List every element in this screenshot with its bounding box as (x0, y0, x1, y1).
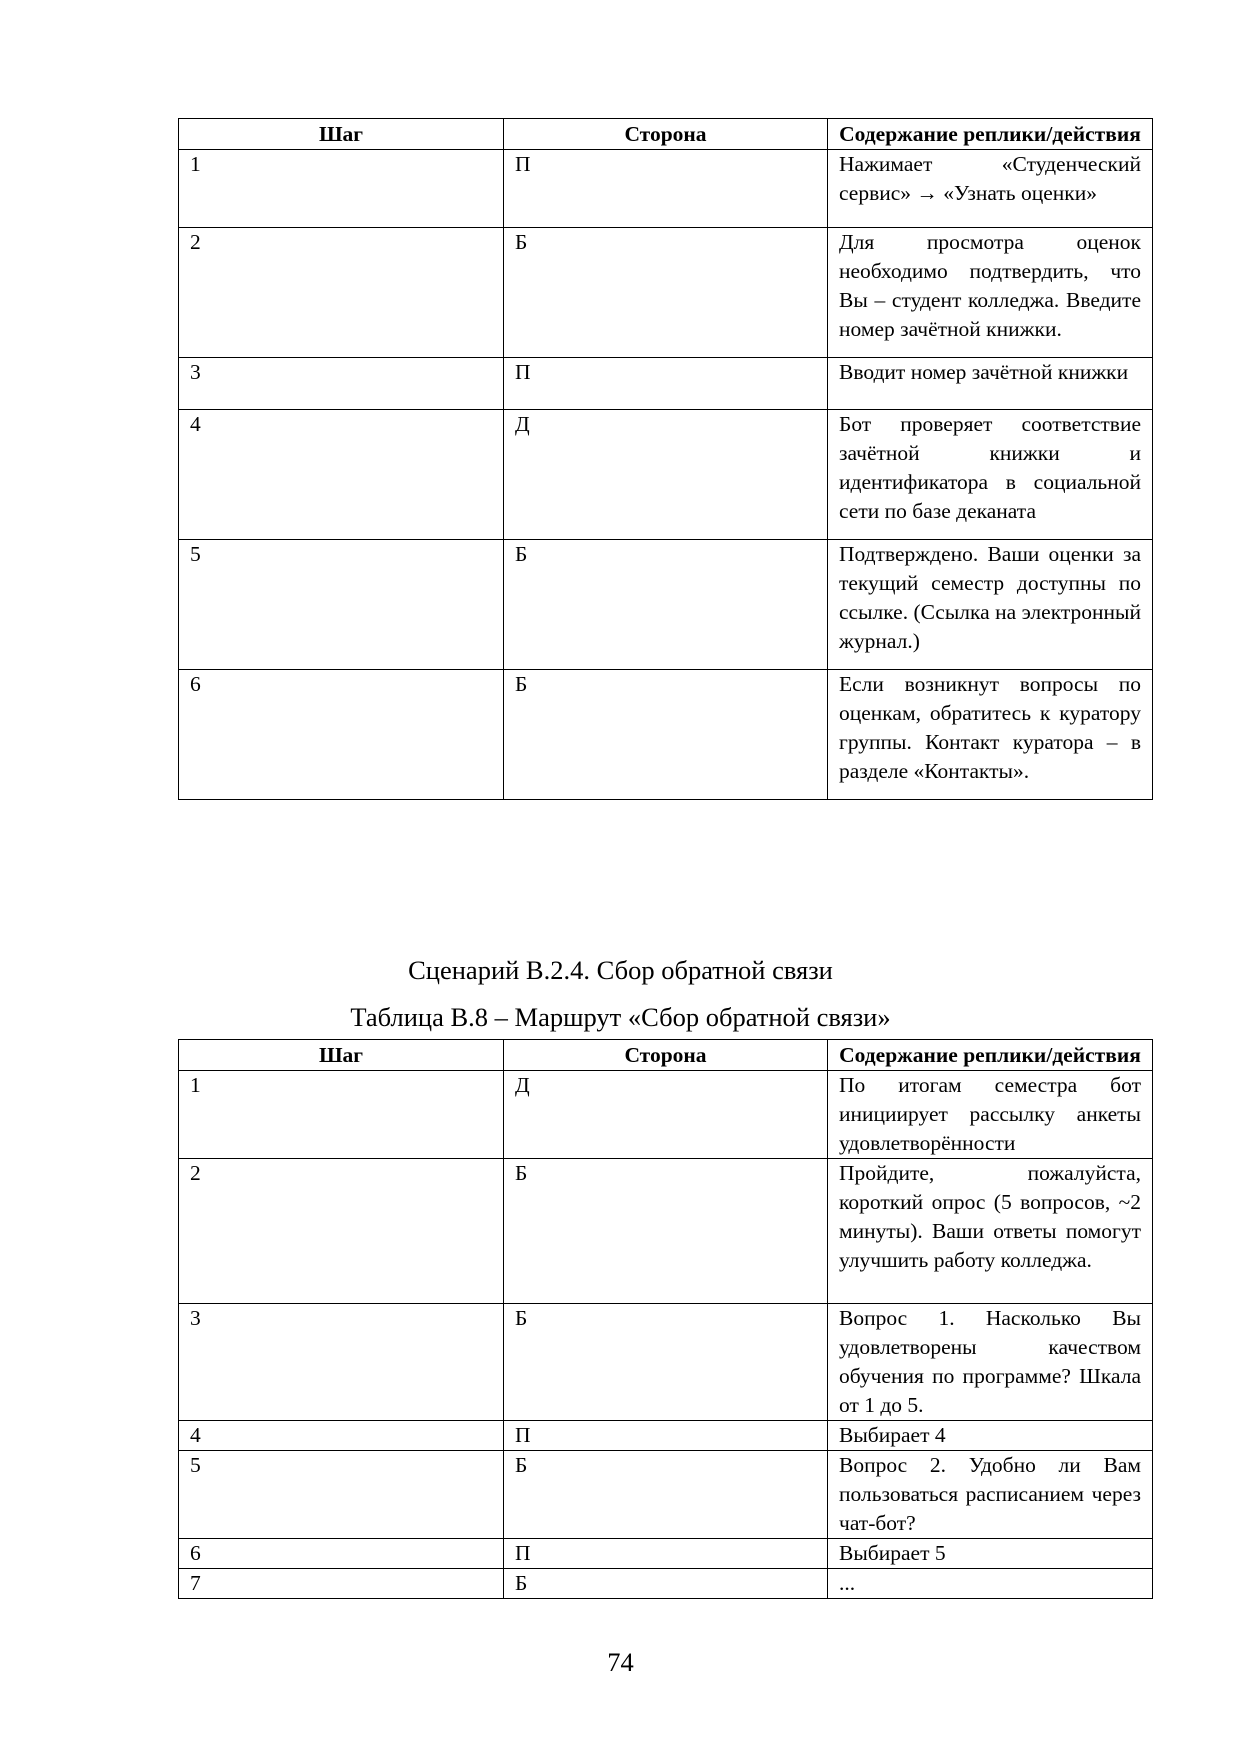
route-table-feedback (178, 1039, 1153, 1599)
table-row (179, 1539, 1153, 1569)
cell-content: Бот проверяет соответствие зачётной книжки и идентификатора в социальной сети по базе деканата (828, 410, 1153, 540)
cell-content: Вопрос 2. Удобно ли Вам пользоваться расписанием через чат-бот? (828, 1451, 1153, 1539)
cell-content: Для просмотра оценок необходимо подтвердить, что Вы – студент колледжа. Введите номер зачётной книжки. (828, 228, 1153, 358)
cell-content: Вводит номер зачётной книжки (828, 358, 1153, 410)
cell-side: П (504, 1421, 828, 1451)
cell-step: 7 (179, 1569, 504, 1599)
table-row (179, 410, 1153, 540)
page-number: 74 (607, 1647, 634, 1677)
cell-side: Б (504, 1569, 828, 1599)
table-row (179, 1421, 1153, 1451)
cell-side: П (504, 1539, 828, 1569)
cell-content: Если возникнут вопросы по оценкам, обратитесь к куратору группы. Контакт куратора – в разделе «Контакты». (828, 670, 1153, 800)
table-row (179, 1304, 1153, 1421)
route-table-grades (178, 118, 1153, 800)
cell-side: Д (504, 410, 828, 540)
cell-side: П (504, 358, 828, 410)
table-row (179, 1569, 1153, 1599)
cell-step: 3 (179, 358, 504, 410)
cell-side: Б (504, 1304, 828, 1421)
cell-side: Б (504, 670, 828, 800)
cell-step: 5 (179, 540, 504, 670)
header-side: Сторона (504, 1040, 828, 1071)
table-row (179, 358, 1153, 410)
cell-step: 3 (179, 1304, 504, 1421)
cell-step: 1 (179, 150, 504, 228)
table-row (179, 150, 1153, 228)
cell-step: 2 (179, 1159, 504, 1304)
header-side: Сторона (504, 119, 828, 150)
cell-step: 4 (179, 410, 504, 540)
cell-content: Выбирает 5 (828, 1539, 1153, 1569)
header-step: Шаг (179, 119, 504, 150)
scenario-title: Сценарий В.2.4. Сбор обратной связи (408, 955, 833, 985)
cell-content: Пройдите, пожалуйста, короткий опрос (5 вопросов, ~2 минуты). Ваши ответы помогут улучшить работу колледжа. (828, 1159, 1153, 1304)
header-content: Содержание реплики/действия (828, 1040, 1153, 1071)
cell-side: П (504, 150, 828, 228)
header-content: Содержание реплики/действия (828, 119, 1153, 150)
cell-content: Подтверждено. Ваши оценки за текущий семестр доступны по ссылке. (Ссылка на электронный журнал.) (828, 540, 1153, 670)
cell-content: Вопрос 1. Насколько Вы удовлетворены качеством обучения по программе? Шкала от 1 до 5. (828, 1304, 1153, 1421)
cell-step: 4 (179, 1421, 504, 1451)
table-row (179, 1451, 1153, 1539)
cell-step: 5 (179, 1451, 504, 1539)
table-row (179, 228, 1153, 358)
cell-content: Нажимает «Студенческий сервис» → «Узнать оценки» (828, 150, 1153, 228)
cell-content: Выбирает 4 (828, 1421, 1153, 1451)
table-caption: Таблица В.8 – Маршрут «Сбор обратной связи» (350, 1002, 891, 1032)
cell-side: Б (504, 540, 828, 670)
table-header-row (179, 119, 1153, 150)
table-row (179, 1071, 1153, 1159)
table-row (179, 670, 1153, 800)
cell-side: Б (504, 228, 828, 358)
cell-step: 1 (179, 1071, 504, 1159)
header-step: Шаг (179, 1040, 504, 1071)
cell-content: По итогам семестра бот инициирует рассылку анкеты удовлетворённости (828, 1071, 1153, 1159)
table-row (179, 540, 1153, 670)
table-header-row (179, 1040, 1153, 1071)
cell-side: Б (504, 1159, 828, 1304)
table-row (179, 1159, 1153, 1304)
cell-content: ... (828, 1569, 1153, 1599)
cell-step: 6 (179, 670, 504, 800)
cell-step: 6 (179, 1539, 504, 1569)
cell-step: 2 (179, 228, 504, 358)
cell-side: Д (504, 1071, 828, 1159)
cell-side: Б (504, 1451, 828, 1539)
